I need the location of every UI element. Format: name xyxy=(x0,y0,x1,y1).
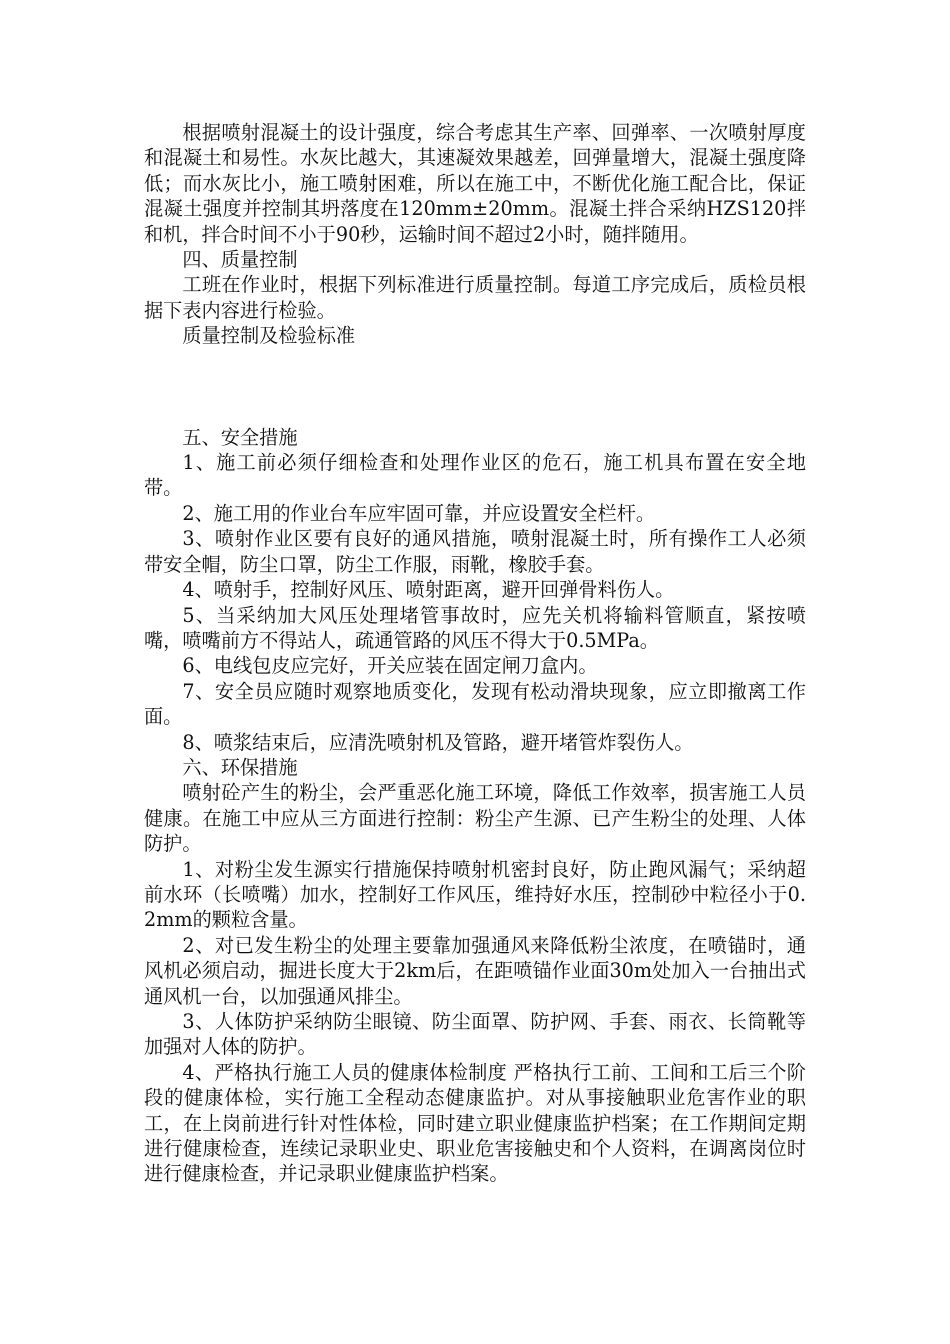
paragraph-mix-design: 根据喷射混凝土的设计强度，综合考虑其生产率、回弹率、一次喷射厚度和混凝土和易性。水灰比越大，其速凝效果越差，回弹量增大，混凝土强度降低；而水灰比小，施工喷射困难，所以在施工中，不断优化施工配合比，保证混凝土强度并控制其坍落度在120mm±20mm。混凝土拌合采纳HZS120拌和机，拌合时间不小于90秒，运输时间不超过2小时，随拌随用。 xyxy=(144,121,806,246)
paragraph-dust-intro: 喷射砼产生的粉尘，会严重恶化施工环境，降低工作效率，损害施工人员健康。在施工中应从三方面进行控制：粉尘产生源、已产生粉尘的处理、人体防护。 xyxy=(144,781,806,856)
environmental-item-3: 3、人体防护采纳防尘眼镜、防尘面罩、防护网、手套、雨衣、长筒靴等加强对人体的防护。 xyxy=(144,1010,806,1059)
environmental-item-1: 1、对粉尘发生源实行措施保持喷射机密封良好，防止跑风漏气；采纳超前水环（长喷嘴）加水，控制好工作风压，维持好水压，控制砂中粒径小于0.2mm的颗粒含量。 xyxy=(144,857,806,932)
document-page xyxy=(144,120,806,1187)
paragraph-quality-control: 工班在作业时，根据下列标准进行质量控制。每道工序完成后，质检员根据下表内容进行检验。 xyxy=(144,273,806,322)
safety-item-8: 8、喷浆结束后，应清洗喷射机及管路，避开堵管炸裂伤人。 xyxy=(182,730,694,754)
section-heading-safety: 五、安全措施 xyxy=(182,425,298,449)
section-heading-quality-control: 四、质量控制 xyxy=(182,248,298,272)
safety-item-3: 3、喷射作业区要有良好的通风措施，喷射混凝土时，所有操作工人必须带安全帽，防尘口罩，防尘工作服，雨靴，橡胶手套。 xyxy=(144,527,806,576)
safety-item-7: 7、安全员应随时观察地质变化，发现有松动滑块现象，应立即撤离工作面。 xyxy=(144,679,806,729)
safety-item-6: 6、电线包皮应完好，开关应装在固定闸刀盒内。 xyxy=(182,654,598,678)
safety-item-2: 2、施工用的作业台车应牢固可靠，并应设置安全栏杆。 xyxy=(182,501,656,525)
safety-item-5: 5、当采纳加大风压处理堵管事故时，应先关机将输料管顺直，紧按喷嘴，喷嘴前方不得站人，疏通管路的风压不得大于0.5MPa。 xyxy=(144,603,806,652)
table-caption-quality-standards: 质量控制及检验标准 xyxy=(182,324,356,348)
environmental-item-4: 4、严格执行施工人员的健康体检制度 严格执行工前、工间和工后三个阶段的健康体检，实行施工全程动态健康监护。对从事接触职业危害作业的职工，在上岗前进行针对性体检，同时建立职业健康监护档案；在工作期间定期进行健康检查，连续记录职业史、职业危害接触史和个人资料，在调离岗位时进行健康检查，并记录职业健康监护档案。 xyxy=(144,1060,806,1186)
blank-space xyxy=(144,349,806,425)
environmental-item-2: 2、对已发生粉尘的处理主要靠加强通风来降低粉尘浓度，在喷锚时，通风机必须启动，掘进长度大于2km后，在距喷锚作业面30m处加入一台抽出式通风机一台，以加强通风排尘。 xyxy=(144,933,806,1008)
safety-item-1: 1、施工前必须仔细检查和处理作业区的危石，施工机具布置在安全地带。 xyxy=(144,451,806,500)
safety-item-4: 4、喷射手，控制好风压、喷射距离，避开回弹骨料伤人。 xyxy=(182,578,675,602)
section-heading-environmental: 六、环保措施 xyxy=(182,755,298,779)
